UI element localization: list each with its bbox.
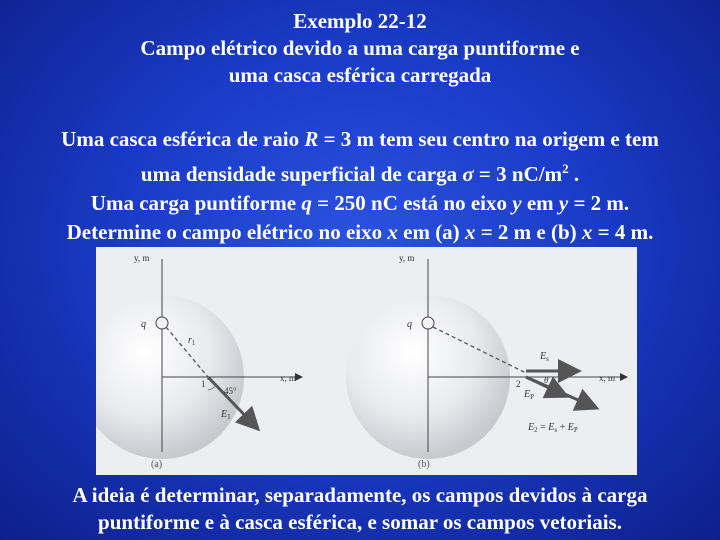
charge-label-a: q	[141, 319, 146, 330]
caption-b: (b)	[418, 459, 430, 470]
charge-label-b: q	[407, 319, 412, 330]
tick-label-b: 2	[516, 379, 521, 389]
charge-b	[422, 317, 434, 329]
y-axis-label-b: y, m	[399, 253, 415, 263]
figure-panel	[96, 247, 637, 475]
angle-label-a: 45°	[224, 386, 237, 396]
problem-line-1: Uma casca esférica de raio R = 3 m tem seu centro na origem e tem	[61, 127, 659, 151]
diagram-b	[346, 253, 626, 470]
r1-label: $r_1$	[188, 335, 196, 347]
field-sum-equation: $E_2 = E_s + E_P$	[528, 422, 578, 434]
figure-svg	[96, 247, 637, 475]
x-axis-label-a: x, m	[280, 373, 297, 383]
x-axis-label-b: x, m	[599, 373, 616, 383]
e2-vector	[526, 377, 594, 407]
es-label: $E_s$	[540, 351, 549, 363]
title-line-3: uma casca esférica carregada	[228, 63, 492, 87]
title-line-2: Campo elétrico devido a uma carga puntiforme e	[140, 36, 580, 60]
problem-line-3: Uma carga puntiforme q = 250 nC está no eixo y em y = 2 m.	[90, 191, 630, 215]
problem-line-4: Determine o campo elétrico no eixo x em (a) x = 2 m e (b) x = 4 m.	[66, 220, 654, 244]
title-line-1: Exemplo 22-12	[293, 9, 427, 33]
tick-label-a: 1	[201, 379, 206, 389]
slide-title	[0, 8, 720, 89]
problem-line-2: uma densidade superficial de carga σ = 3 $nC/m^2$ .	[140, 161, 580, 186]
problem-statement	[0, 125, 720, 247]
y-axis-label-a: y, m	[134, 253, 150, 263]
diagram-a	[96, 253, 301, 470]
e1-label: $E_1$	[221, 409, 231, 421]
footer-line-1: A ideia é determinar, separadamente, os campos devidos à carga	[72, 483, 648, 507]
theta-label: θ	[544, 375, 549, 385]
footer-line-2: puntiforme e à casca esférica, e somar os campos vetoriais.	[98, 510, 622, 534]
footer-note	[0, 482, 720, 536]
caption-a: (a)	[151, 459, 163, 470]
ep-label: $E_P$	[524, 389, 535, 401]
